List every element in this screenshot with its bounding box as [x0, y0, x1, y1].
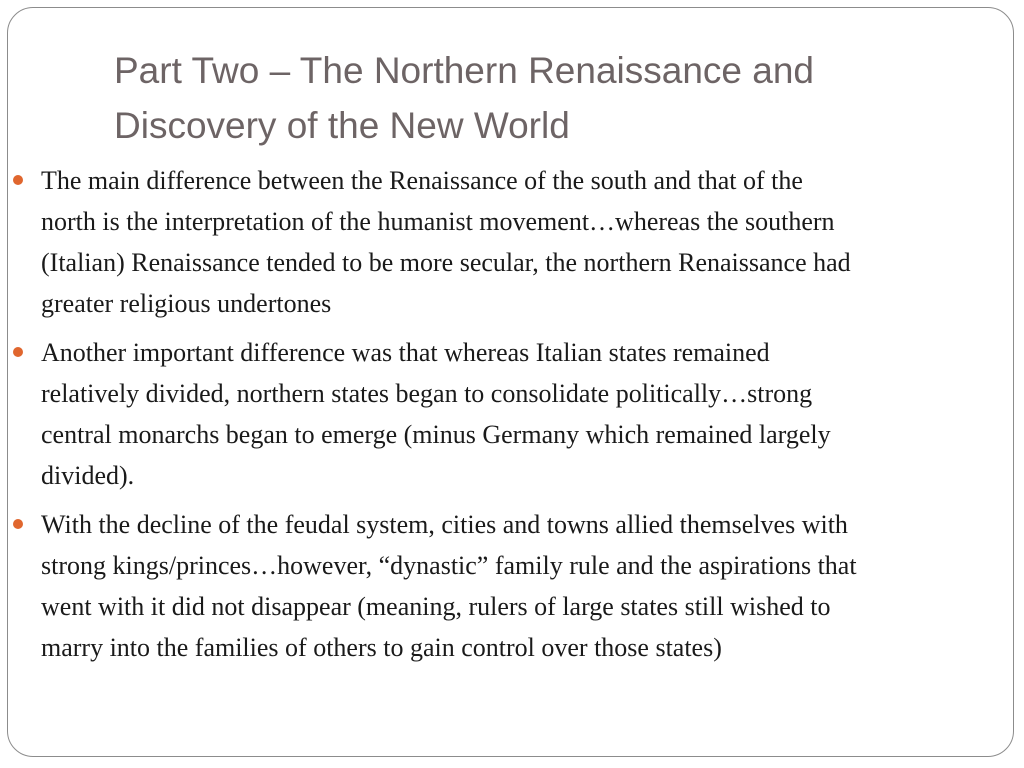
bullet-line: relatively divided, northern states began to consolidate politically…strong [41, 379, 813, 408]
bullet-line: marry into the families of others to gain control over those states) [41, 633, 722, 662]
bullet-line: greater religious undertones [41, 289, 332, 318]
title-line: Discovery of the New World [114, 105, 570, 146]
bullet-text [41, 504, 1016, 668]
bullet-line: The main difference between the Renaissance of the south and that of the [41, 166, 803, 195]
bullet-text [41, 332, 1016, 496]
title-line: Part Two – The Northern Renaissance and [114, 50, 814, 91]
bullet-marker-icon [13, 519, 23, 529]
bullet-marker-icon [13, 175, 23, 185]
bullet-line: Another important difference was that whereas Italian states remained [41, 338, 770, 367]
bullet-line: divided). [41, 461, 135, 490]
slide-title [114, 43, 984, 153]
bullet-marker-icon [13, 347, 23, 357]
bullet-line: went with it did not disappear (meaning, rulers of large states still wished to [41, 592, 831, 621]
bullet-line: With the decline of the feudal system, cities and towns allied themselves with [41, 510, 848, 539]
bullet-line: (Italian) Renaissance tended to be more secular, the northern Renaissance had [41, 248, 851, 277]
bullet-text [41, 160, 1016, 324]
bullet-line: strong kings/princes…however, “dynastic” family rule and the aspirations that [41, 551, 857, 580]
bullet-line: north is the interpretation of the humanist movement…whereas the southern [41, 207, 835, 236]
bullet-line: central monarchs began to emerge (minus Germany which remained largely [41, 420, 831, 449]
